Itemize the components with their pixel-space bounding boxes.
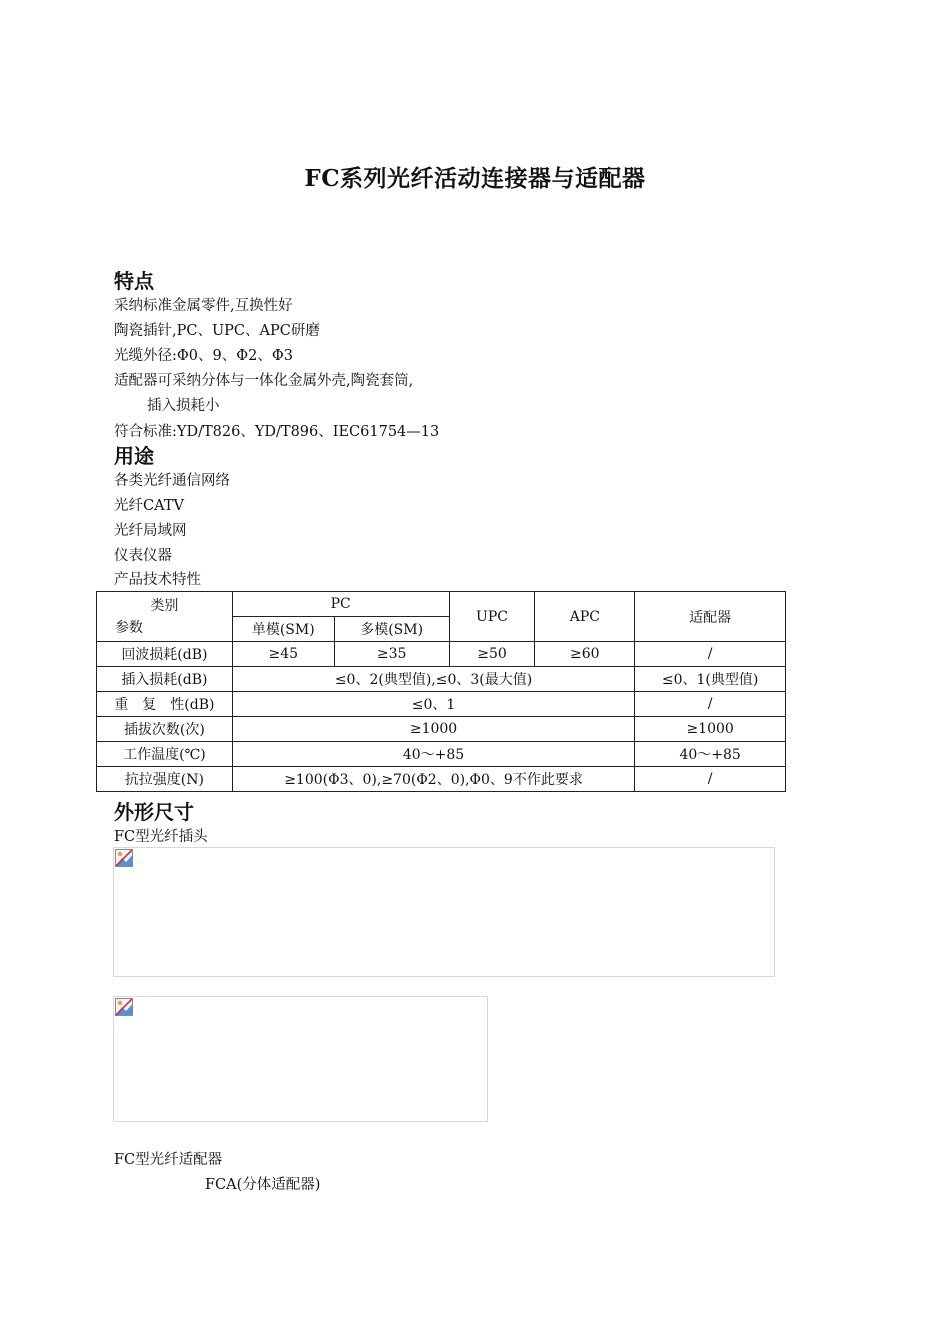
feature-item: 陶瓷插针,PC、UPC、APC研磨	[114, 323, 320, 339]
header-adapter: 适配器	[635, 592, 786, 642]
cell: ≥60	[535, 642, 635, 667]
plug-drawing-placeholder	[113, 996, 488, 1122]
cell: 40～+85	[635, 742, 786, 767]
feature-item: 采纳标准金属零件,互换性好	[114, 298, 293, 314]
cell: ≤0、1	[232, 692, 634, 717]
cell: /	[635, 642, 786, 667]
usage-item: 光纤CATV	[114, 498, 184, 514]
table-row	[97, 767, 786, 792]
cell: /	[635, 767, 786, 792]
header-category-param	[97, 592, 233, 642]
header-param: 参数	[115, 620, 143, 636]
usage-item: 产品技术特性	[114, 572, 201, 588]
cell: ≥100(Φ3、0),≥70(Φ2、0),Φ0、9不作此要求	[232, 767, 634, 792]
row-label: 插拔次数(次)	[97, 717, 233, 742]
table-row	[97, 642, 786, 667]
row-label: 重 复 性(dB)	[97, 692, 233, 717]
plug-image-placeholder	[113, 847, 775, 977]
table-row	[97, 742, 786, 767]
feature-item: 适配器可采纳分体与一体化金属外壳,陶瓷套筒,	[114, 373, 414, 389]
header-single-mode: 单模(SM)	[232, 617, 334, 642]
document-title: FC系列光纤活动连接器与适配器	[304, 165, 646, 192]
row-label: 抗拉强度(N)	[97, 767, 233, 792]
feature-item: 符合标准:YD/T826、YD/T896、IEC61754—13	[114, 424, 440, 440]
broken-image-icon	[115, 849, 133, 867]
features-heading: 特点	[114, 269, 154, 293]
adapter-label: FC型光纤适配器	[114, 1152, 223, 1168]
dimensions-heading: 外形尺寸	[114, 800, 194, 824]
usage-item: 各类光纤通信网络	[114, 473, 230, 489]
header-apc: APC	[535, 592, 635, 642]
feature-item: 光缆外径:Φ0、9、Φ2、Φ3	[114, 348, 293, 364]
header-pc: PC	[232, 592, 449, 617]
cell: ≥1000	[232, 717, 634, 742]
cell: ≤0、1(典型值)	[635, 667, 786, 692]
feature-item: 插入损耗小	[147, 398, 220, 414]
header-category: 类别	[150, 598, 179, 614]
header-multi-mode: 多模(SM)	[334, 617, 449, 642]
broken-image-icon	[115, 998, 133, 1016]
cell: ≤0、2(典型值),≤0、3(最大值)	[232, 667, 634, 692]
header-upc: UPC	[449, 592, 535, 642]
usage-item: 仪表仪器	[114, 548, 172, 564]
spec-table	[96, 591, 786, 792]
table-row	[97, 667, 786, 692]
fca-label: FCA(分体适配器)	[205, 1177, 321, 1193]
table-row	[97, 692, 786, 717]
cell: ≥35	[334, 642, 449, 667]
cell: 40～+85	[232, 742, 634, 767]
table-row	[97, 717, 786, 742]
row-label: 插入损耗(dB)	[97, 667, 233, 692]
row-label: 工作温度(℃)	[97, 742, 233, 767]
row-label: 回波损耗(dB)	[97, 642, 233, 667]
usage-heading: 用途	[114, 444, 154, 468]
plug-label: FC型光纤插头	[114, 829, 208, 845]
cell: ≥45	[232, 642, 334, 667]
cell: ≥1000	[635, 717, 786, 742]
cell: ≥50	[449, 642, 535, 667]
usage-item: 光纤局域网	[114, 523, 187, 539]
cell: /	[635, 692, 786, 717]
